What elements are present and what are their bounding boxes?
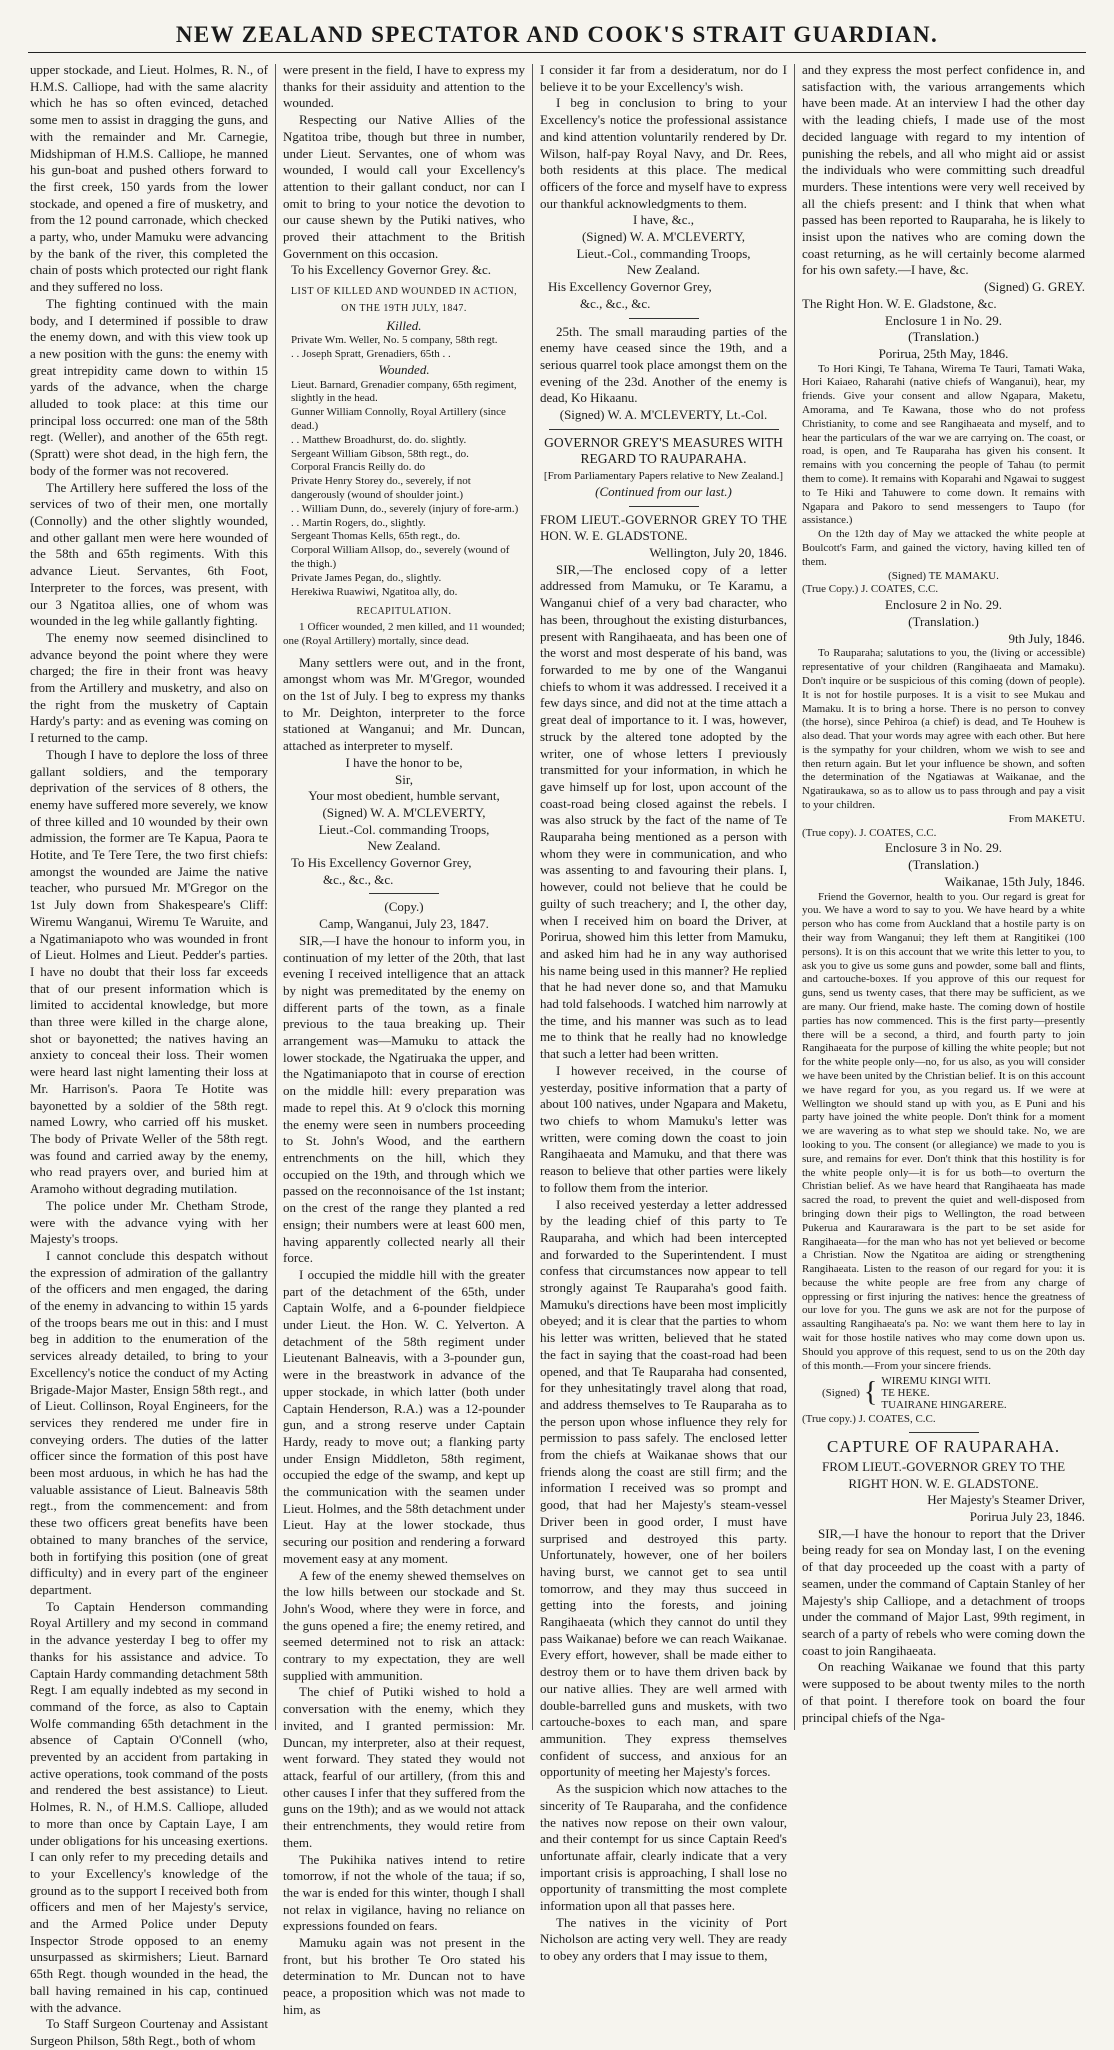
- paragraph: I consider it far from a desideratum, nor do I believe it to be your Excellency's wish.: [540, 62, 787, 94]
- translation-label: (Translation.): [908, 857, 979, 873]
- signature-rank: New Zealand.: [627, 262, 700, 278]
- closing: I have, &c.,: [632, 212, 694, 228]
- column-3: [540, 62, 787, 1964]
- signed-label: (Signed): [822, 1387, 860, 1400]
- wounded-entry: Gunner William Connolly, Royal Artillery (since dead.): [291, 406, 506, 432]
- divider: [909, 1432, 979, 1433]
- copy-label: (Copy.): [384, 899, 424, 915]
- signature: (Signed) G. GREY.: [984, 279, 1085, 295]
- wounded-entry: Lieut. Barnard, Grenadier company, 65th regiment, slightly in the head.: [291, 378, 517, 405]
- column-rule: [532, 64, 533, 1730]
- paragraph: SIR,—The enclosed copy of a letter addressed from Mamuku, or Te Karamu, a Wanganui chief of a very bad character, who has been, throughout the existing disturbances, present with Rangihaeata, and has been one of the worst and most desperate of his band, was forwarded to me by one of the Wanganui chiefs to whom it was addressed. I received it a few days since, and did not at the time attach a great deal of importance to it. I was, however, struck by the altered tone adopted by the writer, one of whose letters I previously transmitted for your information, in which he gave himself up for lost, upon account of the coast-road being closed against the rebels. I was also struck by the fact of the name of Te Rauparaha being mentioned as a person with whom they were in communication, and who was assenting to and favouring their plans. I, however, could not believe that he could be guilty of such treachery; and I, the other day, when I received him on board the Driver, at Porirua, showed him this letter from Mamuku, and asked him had he in any way authorised his name being used in this manner? He replied that he had never done so, and that Mamuku had told falsehoods. I watched him narrowly at the time, and his manner was such as to lead me to think that he really had no knowledge that such a letter had been written.: [540, 561, 787, 1062]
- column-2: [283, 62, 525, 2017]
- divider: [549, 429, 779, 430]
- paragraph: I beg in conclusion to bring to your Excellency's notice the professional assistance and kind attention voluntarily rendered by Dr. Wilson, half-pay Royal Navy, and Dr. Rees, both residents at this place. The medical officers of the force and myself have to express our thankful acknowledgments to them.: [540, 95, 787, 211]
- paragraph: A few of the enemy shewed themselves on the low hills between our stockade and St. John's Wood, where they were in force, and the guns opened a fire; the enemy retired, and seemed determined not to risk an attack: contrary to my expectation, they are well supplied with ammunition.: [283, 1567, 525, 1683]
- paragraph: The chief of Putiki wished to hold a conversation with the enemy, which they invited, and I granted permission: Mr. Duncan, my interpreter, also at their request, went forward. They stated they would not attack, fearful of our artillery, (from this and other causes I infer that they suffered from the guns on the 19th); and as we would not attack their entrenchments, they would retire from them.: [283, 1684, 525, 1850]
- wounded-heading: Wounded.: [378, 361, 430, 377]
- signature: (Signed) W. A. M'CLEVERTY,: [581, 229, 746, 245]
- dateline: Porirua, 25th May, 1846.: [878, 345, 1009, 361]
- signature: (Signed) W. A. M'CLEVERTY,: [322, 804, 486, 820]
- salutation: Sir,: [395, 771, 413, 787]
- signers-block: [822, 1375, 1085, 1411]
- article-heading: GOVERNOR GREY'S MEASURES WITH REGARD TO RAUPARAHA.: [544, 434, 783, 467]
- casualty-list-title: LIST OF KILLED AND WOUNDED IN ACTION, ON THE 19TH JULY, 1847.: [290, 286, 518, 314]
- signers-list: [881, 1375, 1006, 1411]
- letter-from: From MAKETU.: [1008, 812, 1085, 825]
- wounded-entry: Private James Pegan, do., slightly.: [291, 571, 442, 584]
- divider: [629, 318, 699, 319]
- dateline: Waikanae, 15th July, 1846.: [944, 873, 1085, 889]
- paragraph: Though I have to deplore the loss of three gallant soldiers, and the temporary deprivation of the services of 8 others, the enemy have suffered more severely, we know of three killed and 10 wounded by their own admission, the former are Te Kapua, Paora te Hotite, and Te Tere Tere, the two first chiefs: amongst the wounded are Jaime the native teacher, who pursued Mr. M'Gregor on the 1st July down from Shakespeare's Cliff: Wiremu Wanganui, Wiremu Te Waruite, and a Ngatimaniapoto who was wounded in front of Lieut. Holmes and Lieut. Pedder's parties. I have no doubt that their loss far exceeds that of our present information which is limited to accidental knowledge, but more than three were killed in the charge alone, shot or bayonetted; the natives having an anxiety to conceal their loss. Their women were heard last night lamenting their loss at Mr. Harrison's. Paora Te Hotite was bayonetted by a soldier of the 58th regt. named Lowry, who carried off his musket. The body of Private Weller of the 58th regt. was found and carried away by the enemy, who read prayers over, and buried him at Aramoho without degrading mutilation.: [30, 746, 268, 1197]
- killed-entry: . . Joseph Spratt, Grenadiers, 65th . .: [291, 348, 451, 361]
- wounded-entry: Sergeant William Gibson, 58th regt., do.: [291, 447, 469, 460]
- paragraph: As the suspicion which now attaches to the sincerity of Te Rauparaha, and the confidence the natives now repose on their own valour, and their contempt for us since Captain Reed's unfortunate affair, clearly indicate that a very important crisis is approaching, I shall lose no opportunity of transmitting the most complete information upon all that passes here.: [540, 1781, 787, 1914]
- paragraph: The police under Mr. Chetham Strode, were with the advance vying with her Majesty's troops.: [30, 1197, 268, 1247]
- recapitulation: 1 Officer wounded, 2 men killed, and 11 wounded; one (Royal Artillery) mortally, since dead.: [283, 621, 525, 647]
- addressee: His Excellency Governor Grey,: [548, 279, 712, 295]
- killed-heading: Killed.: [386, 317, 422, 333]
- paragraph: I also received yesterday a letter addressed by the leading chief of this party to Te Rauparaha, and which had been intercepted and forwarded to the Superintendent. I must confess that circumstances now appear to tell strongly against Te Rauparaha's good faith. Mamuku's directions have been most implicitly obeyed; and it is clear that the parties to whom his letter was written, believed that he stated the fact in saying that the coast-road had been opened, and that Te Rauparaha had consented, for they unhesitatingly travel along that road, and address themselves to Te Rauparaha as to the person upon whose influence they rely for permission to pass safely. The enclosed letter from the chiefs at Waikanae shows that our friends along the coast are still firm; and the information I received was so prompt and good, that had her Majesty's steam-vessel Driver been in good order, I must have surprised and destroyed this party. Unfortunately, however, one of her boilers having burst, we cannot get to sea until tomorrow, and they may thus succeed in getting into the forests, and joining Rangihaeata (which they cannot do until they pass Waikanae) before we can reach Waikanae. Every effort, however, shall be made either to destroy them or to have them driven back by our native allies. They are well armed with double-barrelled guns and muskets, with two cartouche-boxes to each man, and spare ammunition. They express themselves confident of success, and anxious for an opportunity of meeting her Majesty's forces.: [540, 1196, 787, 1780]
- paragraph: The Pukihika natives intend to retire tomorrow, if not the whole of the taua; if so, the war is ended for this winter, though I shall not relax in vigilance, having no reliance on expressions founded on fears.: [283, 1851, 525, 1934]
- true-copy: (True copy). J. COATES, C.C.: [802, 826, 937, 839]
- paragraph: To Captain Henderson commanding Royal Artillery and my second in command in the advance yesterday I beg to offer my thanks for his assistance and advice. To Captain Hardy commanding detachment 58th Regt. I am equally indebted as my second in command of the force, as also to Captain Wolfe commanding 65th detachment in the absence of Captain O'Connell (who, prevented by an accident from partaking in active operations, took command of the posts and rendered the best assistance) to Lieut. Holmes, R. N., of H.M.S. Calliope, alluded to more than once by Captain Laye, I am under obligations for his unceasing exertions. I can only refer to my preceding details and to your Excellency's knowledge of the ground as to the support I received both from officers and men of her Majesty's service, and the Armed Police under Deputy Inspector Strode opposed to an enemy unsurpassed as skirmishers; Lieut. Barnard 65th Regt. though wounded in the head, the ball having remained in his cap, continued with the advance.: [30, 1598, 268, 2015]
- paragraph: I however received, in the course of yesterday, positive information that a party of about 100 natives, under Ngapara and Maketu, two chiefs to whom Mamuku's letter was written, were coming down the coast to join Rangihaeata and Mamuku, and that there was reason to believe that other parties were likely to follow them from the interior.: [540, 1062, 787, 1195]
- letter-text: On the 12th day of May we attacked the white people at Boulcott's Farm, and gained the victory, having killed ten of them.: [802, 528, 1085, 568]
- enclosure-title: Enclosure 3 in No. 29.: [885, 840, 1002, 856]
- letter-text: Friend the Governor, health to you. Our regard is great for you. We have a word to say to you. We have heard by a white person who has come from Auckland that a hostile party is on their way from Wanganui; they left them at Rangitikei (100 persons). It is on this account that we write this letter to you, to ask you to give us some guns and powder, some ball and flints, and cartouche-boxes. If you approve of this our request for guns, send us twenty cases, that there may be sufficient, as we are many. Our friend, make haste. The coming down of hostile parties has now commenced. This is the first party—presently there will be a second, a third, and fourth party to join Rangihaeata for the purpose of killing the white people; but not for the white people only—no, for us also, as you will consider we have been united by the Christian belief. It is on this account we have regard for you, as you regard us. If we were at Wellington we should stand up with you, as E Puni and his party have joined the white people. Don't think for a moment we are wavering as to what step we should take. No, we are looking to you. The consent (or allegiance) we made to you is sure, and remains for ever. Don't think that this hostility is for the white people only—it is for us both—to overturn the Christian belief. As we have heard that Rangihaeata has made sacred the road, to prevent the quiet and well-disposed from bringing down their pigs to Wellington, the road between Pukerua and Kaurarawara is the part to be set aside for Rangihaeata—for the man who has not yet believed or become a Christian. Now the Ngatitoa are aiding or strengthening Rangihaeata. Listen to the reason of our regard for you: it is because the white people are free from any charge of oppressing or first injuring the natives: hence the greatness of our love for you. The guns we ask are not for the purpose of assaulting Rangihaeata's pa. No: we want them here to lay in wait for those hostile natives who may come down upon us. Should you approve of this request, send to us on the 20th day of this month.—From your sincere friends.: [802, 890, 1085, 1372]
- paragraph: The fighting continued with the main body, and I determined if possible to draw the enemy down, and with this view took up a new position with the guns: the enemy with great intrepidity came down to within 15 yards of the advance, when the charge alluded to took place: at this time our principal loss occurred: one man of the 58th regt. (Weller), and another of the 65th regt. (Spratt) were shot dead, in the high fern, the body of the former was not recovered.: [30, 295, 268, 478]
- signer-name: TUAIRANE HINGARERE.: [881, 1399, 1007, 1412]
- killed-entry: Private Wm. Weller, No. 5 company, 58th regt.: [291, 334, 498, 347]
- addressee: To His Excellency Governor Grey,: [291, 855, 472, 871]
- wounded-entry: . . Matthew Broadhurst, do. do. slightly.: [291, 433, 467, 446]
- masthead: NEW ZEALAND SPECTATOR AND COOK'S STRAIT GUARDIAN.: [175, 22, 939, 47]
- enclosure-title: Enclosure 1 in No. 29.: [885, 312, 1002, 328]
- dateline: 9th July, 1846.: [1008, 630, 1085, 646]
- paragraph: The enemy now seemed disinclined to advance beyond the point where they were charged; the fire in their front was heavy from the Artillery and musketry, and also on the right from the musketry of Captain Hardy's party: and as evening was coming on I returned to the camp.: [30, 629, 268, 746]
- letter-text: To Rauparaha; salutations to you, the (living or accessible) representative of your children (Rangihaeata and Mamaku). Don't inquire or be suspicious of this coming (down of people). It is not for hostile purposes. It is a visit to see Mukau and Mamaku. It is to bring a horse. There is no person to convey (the horse), since Pehiroa (a chief) is dead, and Te Houhew is also dead. That your words may agree with each other. But here is the sympathy for your children, whom we wish to see and then return again. But let your influence be shown, and soften the determination of the Ngatiawas at Waikanae, and the Ngatiraukawa, so as to allow us to pass through and pay a visit to your children.: [802, 647, 1085, 812]
- letter-from: FROM LIEUT.-GOVERNOR GREY TO THE RIGHT HON. W. E. GLADSTONE.: [821, 1458, 1066, 1491]
- wounded-entry: Corporal Francis Reilly do. do: [291, 461, 426, 474]
- divider: [369, 893, 439, 894]
- wounded-entry: Sergeant Thomas Kells, 65th regt., do.: [291, 530, 461, 543]
- paragraph: upper stockade, and Lieut. Holmes, R. N., of H.M.S. Calliope, had with the same alacrity which he has so often evinced, detached some men to assist in dragging the guns, and with the remainder and Mr. Carnegie, Midshipman of H.M.S. Calliope, he manned his gun-boat and pushed others forward to the first creek, 150 yards from the lower stockade, and opened a fire of musketry, and from the 12 pound carronade, which checked a party, who, under Mamuku were advancing by the bank of the river, this completed the chain of posts which protected our right flank and they suffered no loss.: [30, 62, 268, 295]
- paragraph: Mamuku again was not present in the front, but his brother Te Oro stated his determination to Mr. Duncan not to have peace, a proposition which was not made to him, as: [283, 1935, 525, 2017]
- column-rule: [275, 64, 276, 1730]
- paragraph: Many settlers were out, and in the front, amongst whom was Mr. M'Gregor, wounded on the 1st of July. I beg to express my thanks to Mr. Deighton, interpreter to the force stationed at Wanganui; and Mr. Duncan, attached as interpreter to myself.: [283, 654, 525, 754]
- wounded-entry: Herekiwa Ruawiwi, Ngatitoa ally, do.: [291, 585, 458, 598]
- brace: {: [863, 1377, 878, 1409]
- article-heading: CAPTURE OF RAUPARAHA.: [827, 1437, 1060, 1457]
- paragraph: On reaching Waikanae we found that this party were supposed to be about twenty miles to the north of that point. I therefore took on board the four principal chiefs of the Nga-: [802, 1659, 1085, 1725]
- addressee: &c., &c., &c.: [580, 295, 651, 311]
- dateline: Wellington, July 20, 1846.: [649, 545, 787, 561]
- enclosure-title: Enclosure 2 in No. 29.: [885, 597, 1002, 613]
- signature: (Signed) TE MAMAKU.: [888, 569, 999, 582]
- addressee: The Right Hon. W. E. Gladstone, &c.: [802, 295, 997, 311]
- letter-from: FROM LIEUT.-GOVERNOR GREY TO THE HON. W. E. GLADSTONE.: [540, 511, 787, 544]
- signature-rank: Lieut.-Col., commanding Troops,: [576, 245, 751, 261]
- paragraph: were present in the field, I have to express my thanks for their assiduity and attention to the wounded.: [283, 62, 525, 111]
- source-note: [From Parliamentary Papers relative to New Zealand.]: [543, 470, 784, 483]
- paragraph: The natives in the vicinity of Port Nicholson are acting very well. They are ready to obey any orders that I may issue to them,: [540, 1914, 787, 1964]
- paragraph: I occupied the middle hill with the greater part of the detachment of the 65th, under Captain Wolfe, and a 6-pounder fieldpiece under Lieut. the Hon. W. C. Yelverton. A detachment of the 58th regiment under Lieutenant Balneavis, with a 3-pounder gun, were in the breastwork in advance of the upper stockade, in which latter (both under Captain Henderson, R.A.) was a 12-pounder gun, and a strong reserve under Captain Hardy, ready to move out; a flanking party under Ensign Middleton, 58th regiment, occupied the edge of the swamp, and kept up the communication with the seamen under Lieut. Holmes, and the 58th detachment under Lieut. Hay at the lower stockade, thus securing our position and rendering a forward movement easy at any moment.: [283, 1266, 525, 1566]
- signer-name: WIREMU KINGI WITI.: [881, 1375, 991, 1388]
- dateline: Camp, Wanganui, July 23, 1847.: [319, 916, 489, 932]
- true-copy: (True Copy.) J. COATES, C.C.: [802, 583, 939, 596]
- column-rule: [794, 64, 795, 1730]
- wounded-entry: . . Martin Rogers, do., slightly.: [291, 516, 426, 529]
- wounded-entry: Private Henry Storey do., severely, if not dangerously (wound of shoulder joint.): [291, 475, 471, 501]
- letter-text: To Hori Kingi, Te Tahana, Wirema Te Tauri, Tamati Waka, Hori Kaiaeo, Raharahi (native chiefs of Wanganui), hear, my friends. Give your consent and allow Ngapara, Maketu, Amorama, and Te Kawana, those who do not profess Christianity, to come and see Rangihaeata and myself, and to hear the particulars of the war we are carrying on. The coast, or road, is open, and Te Rauparaha has given his consent. It remains with you concerning the people of Tahau (to permit them to come). It remains with Koparahi and Ngawai to suggest to Te Hiki and Tahuwere to come down. It remains with Ngapara and Pakoro to send messengers to Taupo (for assistance.): [802, 362, 1085, 527]
- translation-label: (Translation.): [908, 329, 979, 345]
- wounded-entry: . . William Dunn, do., severely (injury of fore-arm.): [291, 502, 519, 515]
- recapitulation-title: RECAPITULATION.: [356, 606, 452, 618]
- addressee: &c., &c., &c.: [323, 871, 394, 887]
- paragraph: 25th. The small marauding parties of the enemy have ceased since the 19th, and a serious quarrel took place amongst them on the evening of the 23d. Another of the enemy is dead, Ko Hikaanu.: [540, 323, 787, 406]
- signature-rank: Lieut.-Col. commanding Troops,: [318, 821, 490, 837]
- continued-note: (Continued from our last.): [595, 483, 732, 499]
- wounded-entry: Corporal William Allsop, do., severely (wound of the thigh.): [291, 544, 510, 570]
- signer-name: TE HEKE.: [881, 1387, 930, 1400]
- column-4: [802, 62, 1085, 1732]
- paragraph: SIR,—I have the honour to report that the Driver being ready for sea on Monday last, I on the evening of that day proceeded up the coast with a party of seamen, under the command of Captain Stanley of her Majesty's ship Calliope, and a detachment of troops under the command of Major Last, 99th regiment, in search of a party of rebels who were coming down the coast to join Rangihaeata.: [802, 1525, 1085, 1658]
- signature: (Signed) W. A. M'CLEVERTY, Lt.-Col.: [559, 407, 768, 423]
- paragraph: To Staff Surgeon Courtenay and Assistant Surgeon Philson, 58th Regt., both of whom: [30, 2016, 268, 2048]
- addressee: To his Excellency Governor Grey. &c.: [291, 262, 492, 278]
- paragraph: SIR,—I have the honour to inform you, in continuation of my letter of the 20th, that last evening I received intelligence that an attack by night was premeditated by the enemy on different parts of the town, as a finale previous to the taua breaking up. Their arrangement was—Mamuku to attack the lower stockade, the Ngatiruaka the upper, and the Ngatimaniapoto that in course of erection on the middle hill: every preparation was made to repel this. At 9 o'clock this morning the enemy were seen in numbers proceeding to St. John's Wood, and the earthern entrenchments on the hill, which they occupied on the 19th, and through which we passed on the reconnoisance of the 1st instant; on the crest of the range they planted a red ensign; their numbers were at least 600 men, having apparently collected nearly all their force.: [283, 932, 525, 1266]
- translation-label: (Translation.): [908, 613, 979, 629]
- signature-rank: New Zealand.: [367, 838, 441, 854]
- paragraph: Respecting our Native Allies of the Ngatitoa tribe, though but three in number, under Lieut. Servantes, one of whom was wounded, I would call your Excellency's attention to their gallant conduct, nor can I omit to bring to your notice the devotion to our cause shewn by the Putiki natives, who proved their attachment to the British Government on this occasion.: [283, 112, 525, 261]
- dateline: Porirua July 23, 1846.: [969, 1509, 1085, 1525]
- true-copy: (True copy.) J. COATES, C.C.: [802, 1413, 936, 1426]
- closing: Your most obedient, humble servant,: [308, 788, 500, 804]
- divider: [629, 506, 699, 507]
- closing: I have the honor to be,: [345, 754, 463, 770]
- masthead-rule: [28, 52, 1086, 53]
- paragraph: The Artillery here suffered the loss of the services of two of their men, one mortally (Connolly) and the other slightly wounded, and other gallant men were here wounded of the 58th and 65th regiments. With this advance Lieut. Servantes, 6th Foot, Interpreter to the forces, was present, with our 3 Ngatitoa allies, one of whom was wounded in the leg while gallantly fighting.: [30, 479, 268, 629]
- column-1: [30, 62, 268, 2048]
- paragraph: and they express the most perfect confidence in, and satisfaction with, the various arrangements which have been made. At an interview I had the other day with the leading chiefs, I made use of the most decided language with regard to my intention of punishing the rebels, and all who might aid or assist the individuals who were committing such dreadful murders. These intentions were very well received by all the chiefs present: and I think that when what passed has been reported to Rauparaha, he is likely to insist upon the natives who are coming down the coast returning, as he will certainly become alarmed for his own safety.—I have, &c.: [802, 62, 1085, 278]
- ship-line: Her Majesty's Steamer Driver,: [927, 1492, 1085, 1508]
- paragraph: I cannot conclude this despatch without the expression of admiration of the gallantry of the officers and men engaged, the daring of the enemy in advancing to within 15 yards of the troops bears me out in this: and I must beg in addition to the enumeration of the services already detailed, to bring to your Excellency's notice the conduct of my Acting Brigade-Major Master, Ensign 58th regt., and of Lieut. Collinson, Royal Engineers, for the services they rendered me under fire in conveying orders. The duties of the latter officer since the formation of this post have been most arduous, in which he has had the valuable assistance of Lieut. Balneavis 58th regt., from the commencement: and from these two officers great benefits have been obtained to many branches of the service, both in fortifying this position (one of great difficulty) and in every part of the engineer department.: [30, 1247, 268, 1597]
